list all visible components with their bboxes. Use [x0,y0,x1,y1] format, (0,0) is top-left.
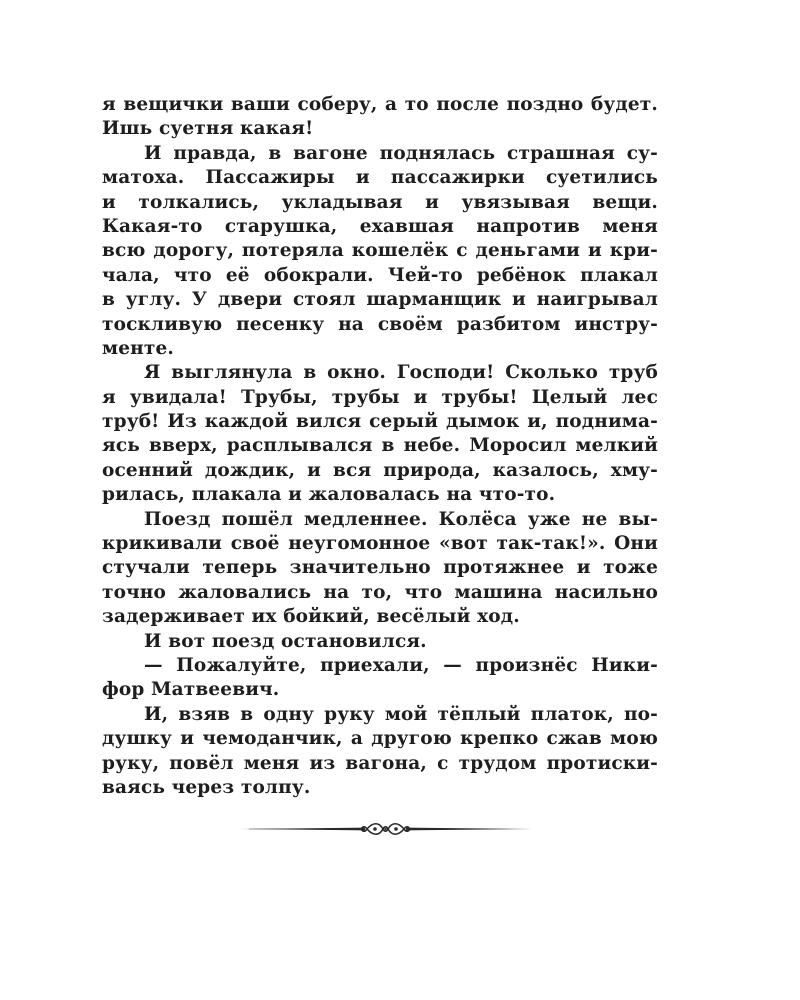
text-line: точно жаловались на то, что машина насильно [102,581,658,603]
text-line: — Пожалуйте, приехали, — произнёс Ники- [144,654,658,676]
text-line: И вот поезд остановился. [144,630,427,652]
ornament-divider-icon [237,818,534,840]
text-line: ясь вверх, расплывался в небе. Моросил мелкий [102,435,658,457]
text-line: стучали теперь значительно протяжнее и тоже [102,557,658,579]
text-line: чала, что её обокрали. Чей-то ребёнок плакал [102,264,658,286]
text-line: руку, повёл меня из вагона, с трудом протиски- [102,752,658,774]
text-line: труб! Из каждой вился серый дымок и, поднима- [102,411,658,433]
text-line: матоха. Пассажиры и пассажирки суетились [102,167,658,189]
text-line: менте. [102,337,174,359]
text-line: душку и чемоданчик, а другою крепко сжав мою [102,728,658,750]
text-line: Ишь суетня какая! [102,118,314,140]
text-line: задерживает их бойкий, весёлый ход. [102,606,520,628]
text-line: крикивали своё неугомонное «вот так-так!». Они [102,533,658,555]
text-line: я увидала! Трубы, трубы и трубы! Целый лес [102,386,658,408]
text-line: И правда, в вагоне поднялась страшная су- [144,142,658,164]
text-line: я вещички ваши соберу, а то после поздно будет. [102,94,658,115]
text-line: тоскливую песенку на своём разбитом инстру- [102,313,658,335]
text-line: и толкались, укладывая и увязывая вещи. [102,191,658,213]
text-line: Я выглянула в окно. Господи! Сколько труб [144,362,658,384]
text-line: Поезд пошёл медленнее. Колёса уже не вы- [144,508,658,530]
text-line: всю дорогу, потеряла кошелёк с деньгами и кри- [102,240,658,262]
text-line: осенний дождик, и вся природа, казалось, хму- [102,459,658,481]
text-line: И, взяв в одну руку мой тёплый платок, по- [144,703,658,725]
text-line: в углу. У двери стоял шарманщик и наигрывал [102,289,658,311]
text-line: рилась, плакала и жаловалась на что-то. [102,484,556,506]
text-line: Какая-то старушка, ехавшая напротив меня [102,215,658,237]
page-text [102,93,658,800]
text-line: ваясь через толпу. [102,776,311,798]
text-line: фор Матвеевич. [102,679,280,701]
